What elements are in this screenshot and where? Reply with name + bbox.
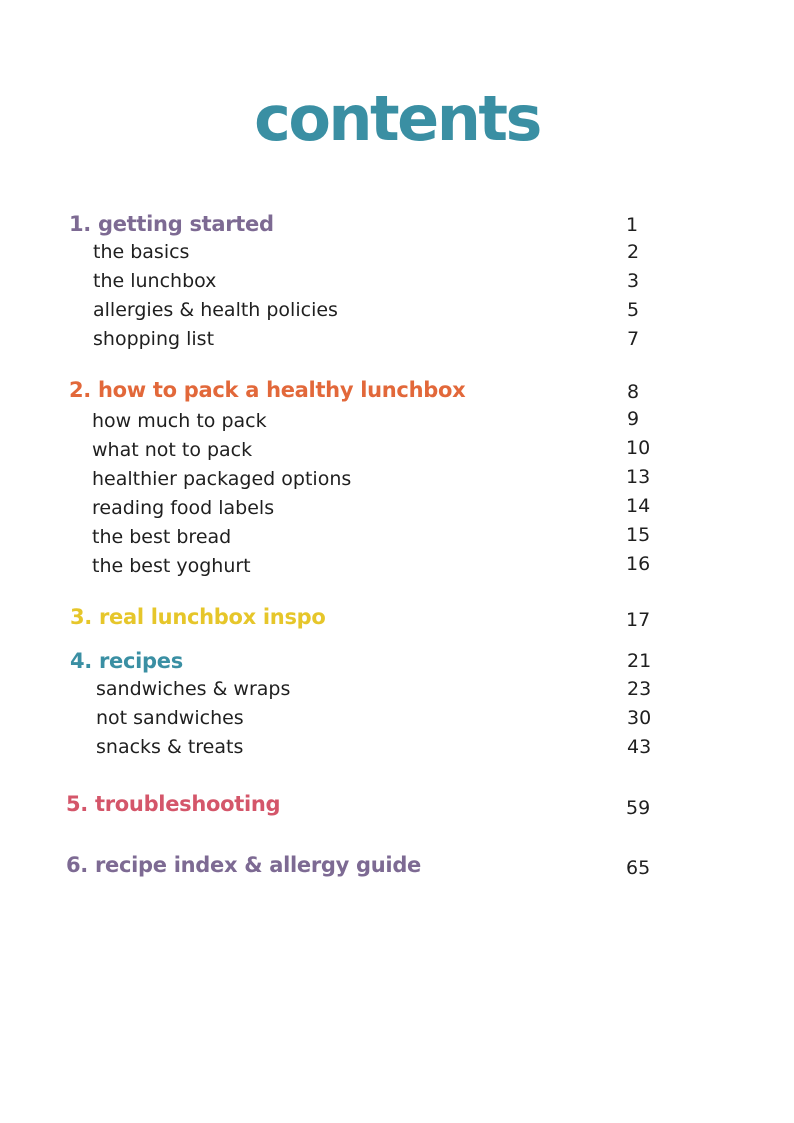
toc-item-the-best-yoghurt[interactable]: the best yoghurt (92, 555, 251, 577)
section-5-page: 59 (626, 797, 651, 819)
toc-item-shopping-list-page: 7 (627, 328, 640, 350)
section-2-page: 8 (627, 381, 640, 403)
toc-item-how-much-to-pack-page: 9 (627, 408, 640, 430)
toc-item-the-best-bread-page: 15 (626, 524, 651, 546)
toc-item-the-basics[interactable]: the basics (93, 241, 190, 263)
toc-item-the-basics-page: 2 (627, 241, 640, 263)
section-1-heading[interactable]: 1. getting started (69, 212, 274, 236)
toc-item-reading-food-labels[interactable]: reading food labels (92, 497, 275, 519)
toc-item-allergies-page: 5 (627, 299, 640, 321)
toc-item-the-lunchbox-page: 3 (627, 270, 640, 292)
toc-item-healthier-packaged-options-page: 13 (626, 466, 651, 488)
toc-item-reading-food-labels-page: 14 (626, 495, 651, 517)
section-4-heading[interactable]: 4. recipes (70, 649, 183, 673)
toc-item-snacks-treats-page: 43 (627, 736, 652, 758)
toc-item-the-best-bread[interactable]: the best bread (92, 526, 232, 548)
toc-item-what-not-to-pack[interactable]: what not to pack (92, 439, 253, 461)
toc-item-allergies[interactable]: allergies & health policies (93, 299, 338, 321)
section-6-page: 65 (626, 857, 651, 879)
section-2-heading[interactable]: 2. how to pack a healthy lunchbox (69, 378, 466, 402)
section-5-heading[interactable]: 5. troubleshooting (66, 792, 281, 816)
toc-item-not-sandwiches-page: 30 (627, 707, 652, 729)
toc-item-sandwiches-wraps-page: 23 (627, 678, 652, 700)
toc-item-how-much-to-pack[interactable]: how much to pack (92, 410, 267, 432)
section-4-page: 21 (627, 650, 652, 672)
section-3-heading[interactable]: 3. real lunchbox inspo (70, 605, 326, 629)
toc-item-the-best-yoghurt-page: 16 (626, 553, 651, 575)
toc-item-shopping-list[interactable]: shopping list (93, 328, 215, 350)
toc-item-sandwiches-wraps[interactable]: sandwiches & wraps (96, 678, 291, 700)
toc-item-the-lunchbox[interactable]: the lunchbox (93, 270, 217, 292)
toc-item-healthier-packaged-options[interactable]: healthier packaged options (92, 468, 352, 490)
toc-item-snacks-treats[interactable]: snacks & treats (96, 736, 244, 758)
page-title: contents (254, 82, 540, 155)
section-3-page: 17 (626, 609, 651, 631)
toc-item-not-sandwiches[interactable]: not sandwiches (96, 707, 244, 729)
section-1-page: 1 (626, 214, 639, 236)
section-6-heading[interactable]: 6. recipe index & allergy guide (66, 853, 421, 877)
toc-item-what-not-to-pack-page: 10 (626, 437, 651, 459)
